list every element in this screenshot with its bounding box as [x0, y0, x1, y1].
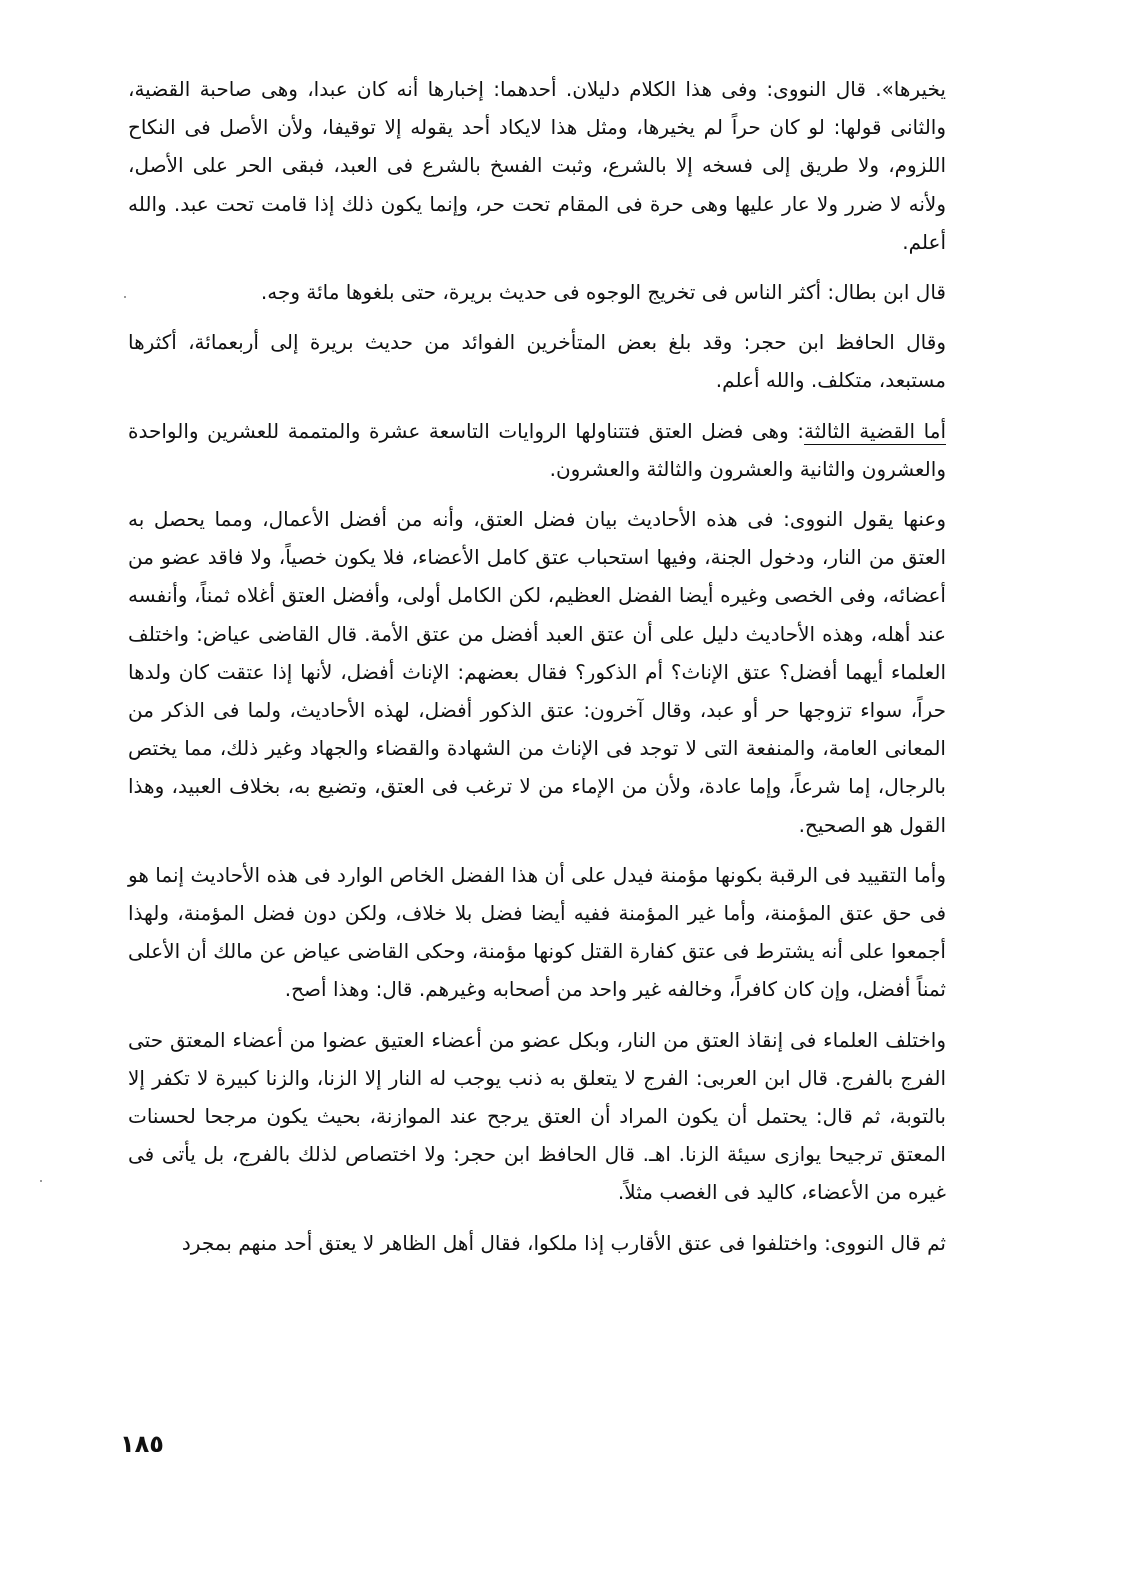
section-heading-rest: : وهى فضل العتق فتتناولها الروايات التاسعة عشرة والمتممة للعشرين والواحدة والعشرون والثانية والعشرون والثالثة والعشرون.: [128, 418, 946, 481]
paragraph-3: وقال الحافظ ابن حجر: وقد بلغ بعض المتأخرين الفوائد من حديث بريرة إلى أربعمائة، أكثرها مستبعد، متكلف. والله أعلم.: [128, 330, 946, 393]
scan-speck: [40, 1180, 42, 1182]
page-body: [128, 70, 946, 1274]
paragraph-8: ثم قال النووى: واختلفوا فى عتق الأقارب إذا ملكوا، فقال أهل الظاهر لا يعتق أحد منهم بمجرد: [181, 1230, 946, 1255]
section-heading-term: أما القضية الثالثة: [804, 418, 946, 443]
paragraph-2: قال ابن بطال: أكثر الناس فى تخريج الوجوه فى حديث بريرة، حتى بلغوها مائة وجه.: [260, 280, 946, 305]
page-number: ١٨٥: [120, 1430, 164, 1458]
scan-speck: [124, 296, 126, 298]
section-paragraph: [128, 412, 946, 488]
paragraph-5: وعنها يقول النووى: فى هذه الأحاديث بيان فضل العتق، وأنه من أفضل الأعمال، ومما يحصل به العتق من النار، ودخول الجنة، وفيها استحباب عتق كامل الأعضاء، فلا يكون خصياً، ولا فاقد عضو من أعضائه، وفى الخصى وغيره أيضا الفضل العظيم، لكن الكامل أولى، وأفضل العتق أغلاه ثمناً، وأنفسه عند أهله، وهذه الأحاديث دليل على أن عتق العبد أفضل من عتق الأمة. قال القاضى عياض: واختلف العلماء أيهما أفضل؟ عتق الإناث؟ أم الذكور؟ فقال بعضهم: الإناث أفضل، لأنها إذا عتقت كان ولدها حراً، سواء تزوجها حر أو عبد، وقال آخرون: عتق الذكور أفضل، لهذه الأحاديث، ولما فى الذكر من المعانى العامة، والمنفعة التى لا توجد فى الإناث من الشهادة والقضاء والجهاد وغير ذلك، مما يختص بالرجال، إما شرعاً، وإما عادة، ولأن من الإماء من لا ترغب فى العتق، وتضيع به، بخلاف العبيد، وهذا القول هو الصحيح.: [128, 507, 946, 837]
paragraph-6: وأما التقييد فى الرقبة بكونها مؤمنة فيدل على أن هذا الفضل الخاص الوارد فى هذه الأحاديث إنما هو فى حق عتق المؤمنة، وأما غير المؤمنة ففيه أيضا فضل بلا خلاف، ولكن دون فضل المؤمنة، ولهذا أجمعوا على أنه يشترط فى عتق كفارة القتل كونها مؤمنة، وحكى القاضى عياض عن مالك أن الأعلى ثمناً أفضل، وإن كان كافراً، وخالفه غير واحد من أصحابه وغيرهم. قال: وهذا أصح.: [128, 862, 946, 1002]
paragraph-1: يخيرها». قال النووى: وفى هذا الكلام دليلان. أحدهما: إخبارها أنه كان عبدا، وهى صاحبة القضية، والثانى قولها: لو كان حراً لم يخيرها، ومثل هذا لايكاد أحد يقوله إلا توقيفا، ولأن الأصل فى النكاح اللزوم، ولا طريق إلى فسخه إلا بالشرع، وثبت الفسخ بالشرع فى العبد، فبقى الحر على الأصل، ولأنه لا ضرر ولا عار عليها وهى حرة فى المقام تحت حر، وإنما يكون ذلك إذا قامت تحت عبد. والله أعلم.: [128, 77, 946, 254]
paragraph-7: واختلف العلماء فى إنقاذ العتق من النار، وبكل عضو من أعضاء العتيق عضوا من أعضاء المعتق حتى الفرج بالفرج. قال ابن العربى: الفرج لا يتعلق به ذنب يوجب له النار إلا الزنا، والزنا كبيرة لا تكفر إلا بالتوبة، ثم قال: يحتمل أن يكون المراد أن العتق يرجح عند الموازنة، بحيث يكون مرجحا لحسنات المعتق ترجيحا يوازى سيئة الزنا. اهـ. قال الحافظ ابن حجر: ولا اختصاص لذلك بالفرج، بل يأتى فى غيره من الأعضاء، كاليد فى الغصب مثلاً.: [128, 1027, 946, 1205]
